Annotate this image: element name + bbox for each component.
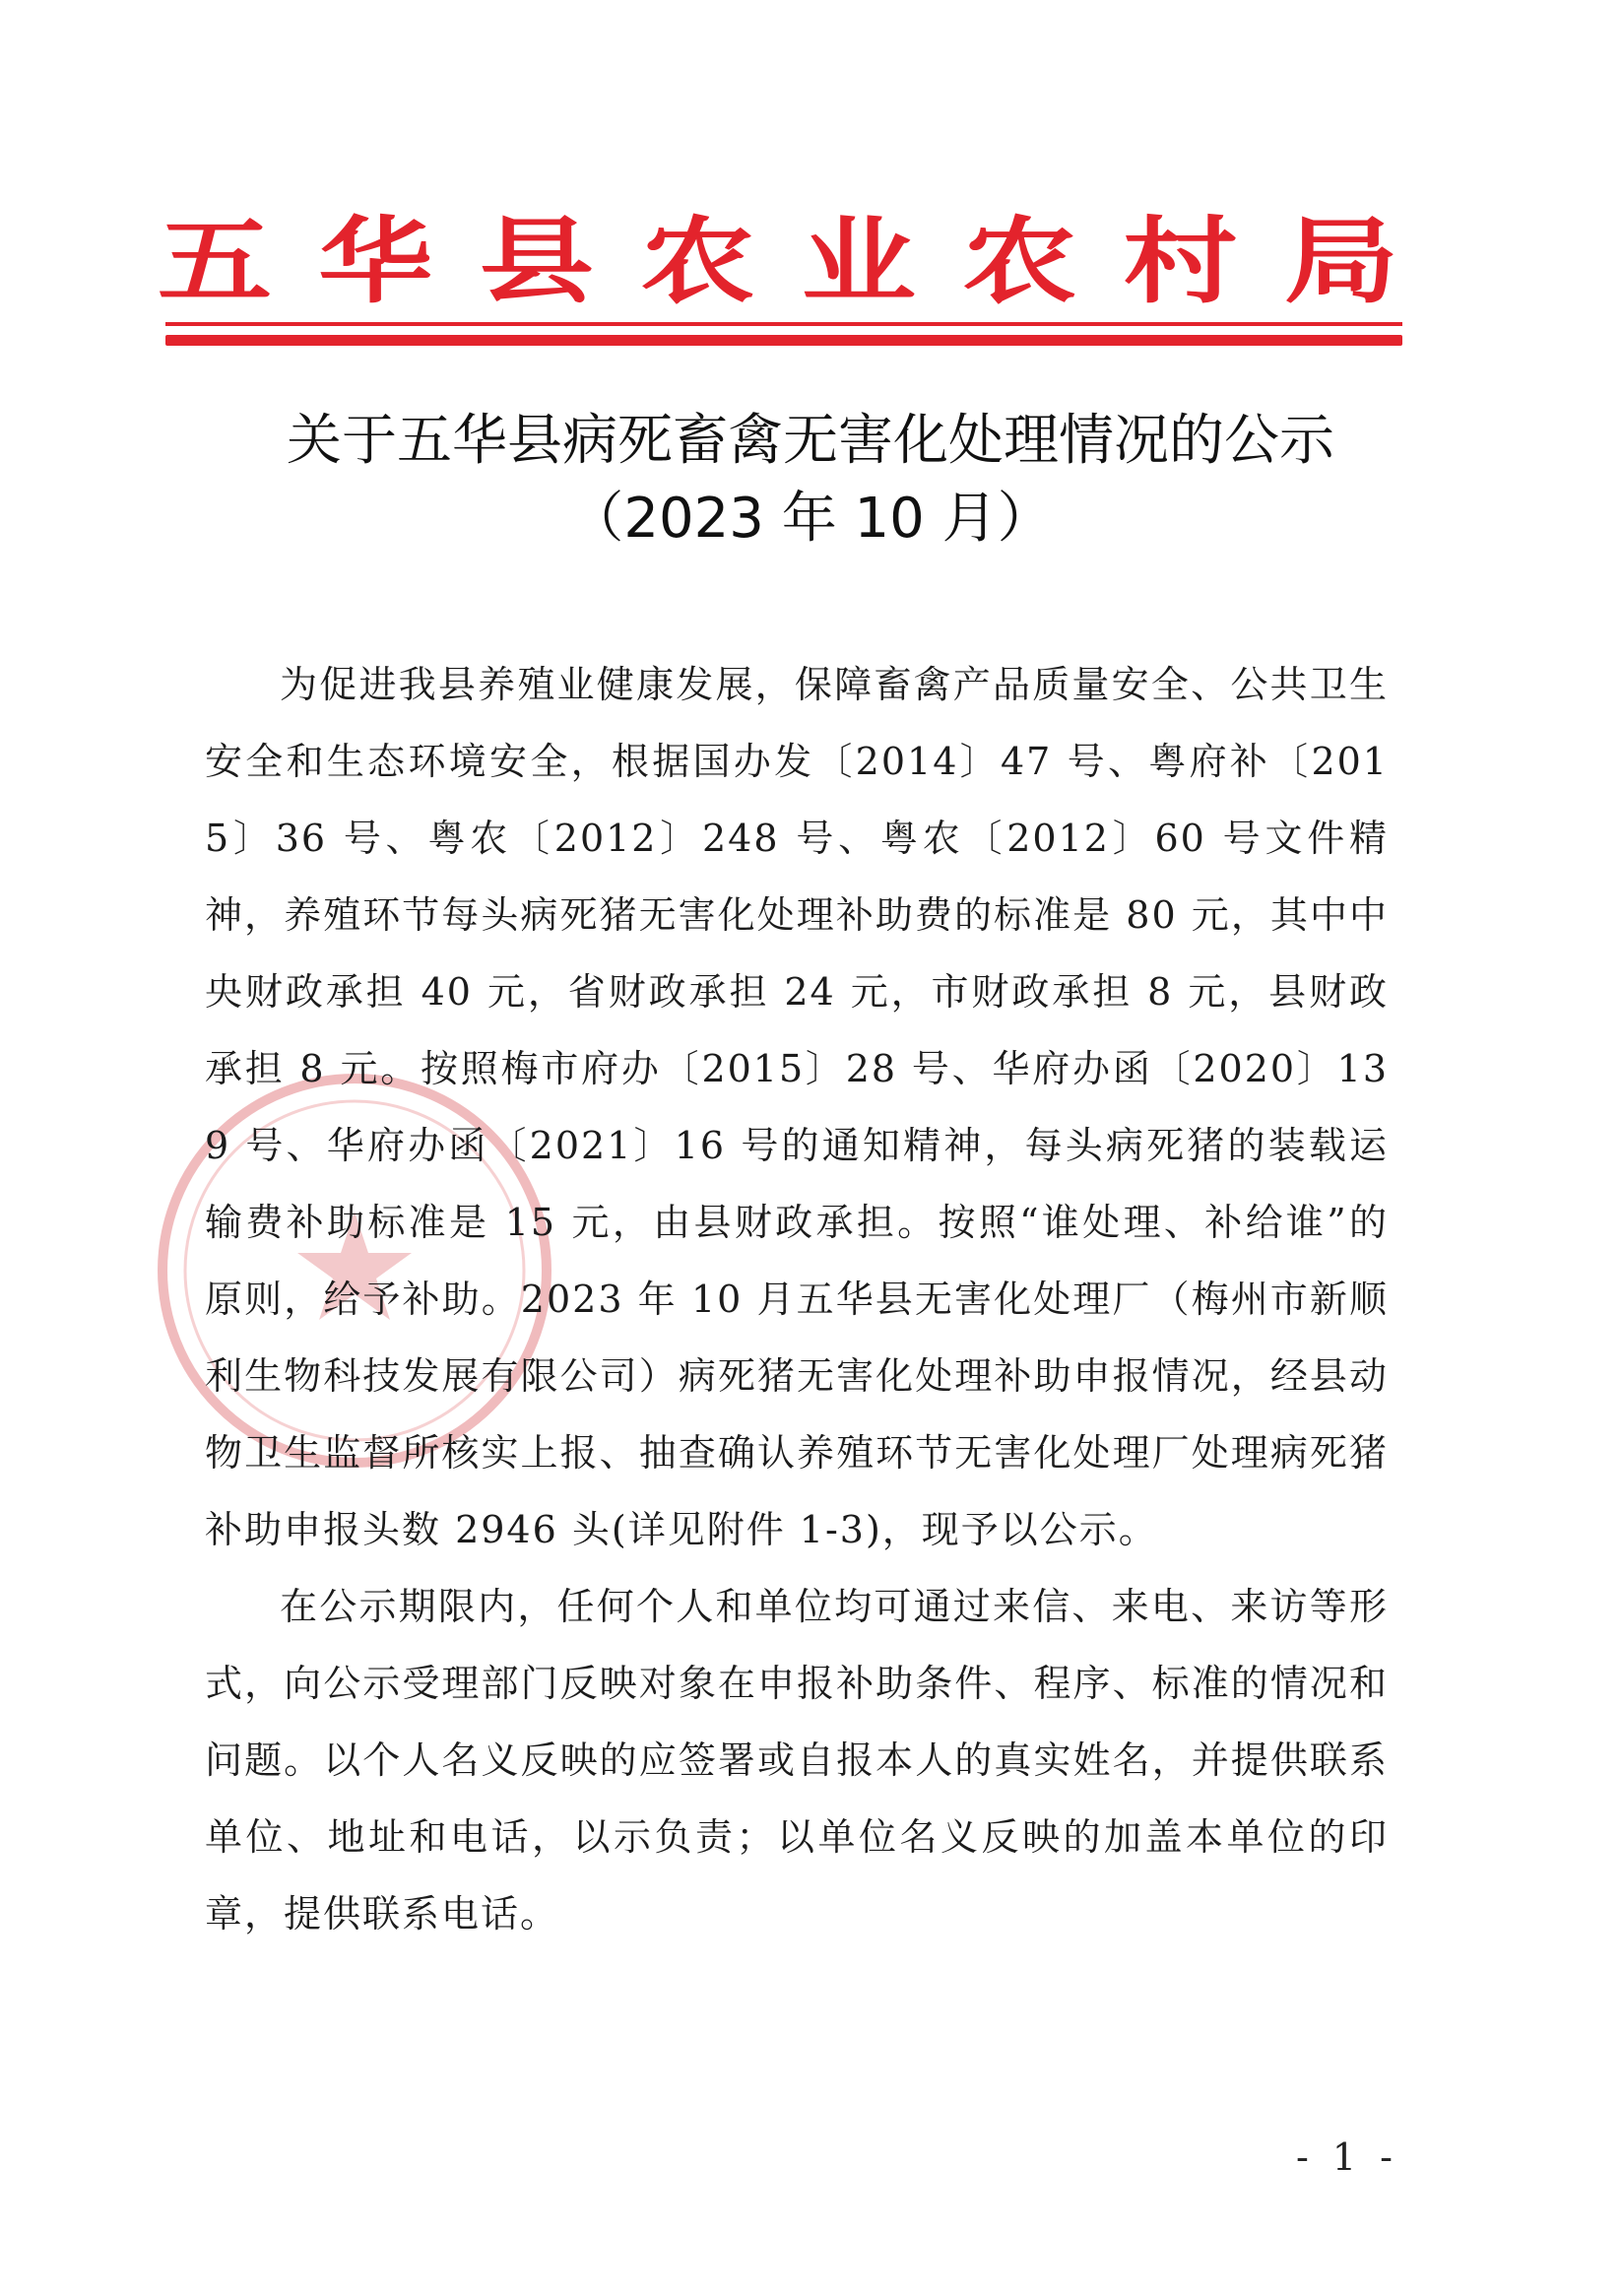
letterhead-rule-thick: [165, 335, 1402, 346]
letterhead-title: [158, 187, 1398, 335]
document-title: 关于五华县病死畜禽无害化处理情况的公示: [287, 409, 1334, 473]
letterhead-char: 农: [640, 206, 755, 316]
letterhead-char: 五: [158, 206, 272, 316]
body-paragraph: 在公示期限内，任何个人和单位均可通过来信、来电、来访等形式，向公示受理部门反映对象在申报补助条件、程序、标准的情况和问题。以个人名义反映的应签署或自报本人的真实姓名，并提供联系单位、地址和电话，以示负责；以单位名义反映的加盖本单位的印章，提供联系电话。: [205, 1585, 1389, 1935]
body-paragraph: 为促进我县养殖业健康发展，保障畜禽产品质量安全、公共卫生安全和生态环境安全，根据国办发〔2014〕47 号、粤府补〔2015〕36 号、粤农〔2012〕248 号、粤农〔2012〕60 号文件精神，养殖环节每头病死猪无害化处理补助费的标准是 80 元，其中中央财政承担 40 元，省财政承担 24 元，市财政承担 8 元，县财政承担 8 元。按照梅市府办〔2015〕28 号、华府办函〔2020〕139 号、华府办函〔2021〕16 号的通知精神，每头病死猪的装载运输费补助标准是 15 元，由县财政承担。按照“谁处理、补给谁”的原则，给予补助。2023 年 10 月五华县无害化处理厂（梅州市新顺利生物科技发展有限公司）病死猪无害化处理补助申报情况，经县动物卫生监督所核实上报、抽查确认养殖环节无害化处理厂处理病死猪补助申报头数 2946 头(详见附件 1-3)，现予以公示。: [205, 663, 1389, 1551]
letterhead-char: 业: [801, 206, 916, 316]
letterhead-char: 华: [318, 206, 433, 316]
letterhead-char: 农: [962, 206, 1077, 316]
letterhead-char: 局: [1283, 206, 1398, 316]
document-subtitle-date: （2023 年 10 月）: [568, 487, 1053, 551]
letterhead-char: 县: [479, 206, 594, 316]
letterhead-char: 村: [1123, 206, 1238, 316]
page-number: - 1 -: [1295, 2135, 1398, 2179]
letterhead-rule-thin: [165, 322, 1402, 326]
document-body: [205, 646, 1389, 1952]
